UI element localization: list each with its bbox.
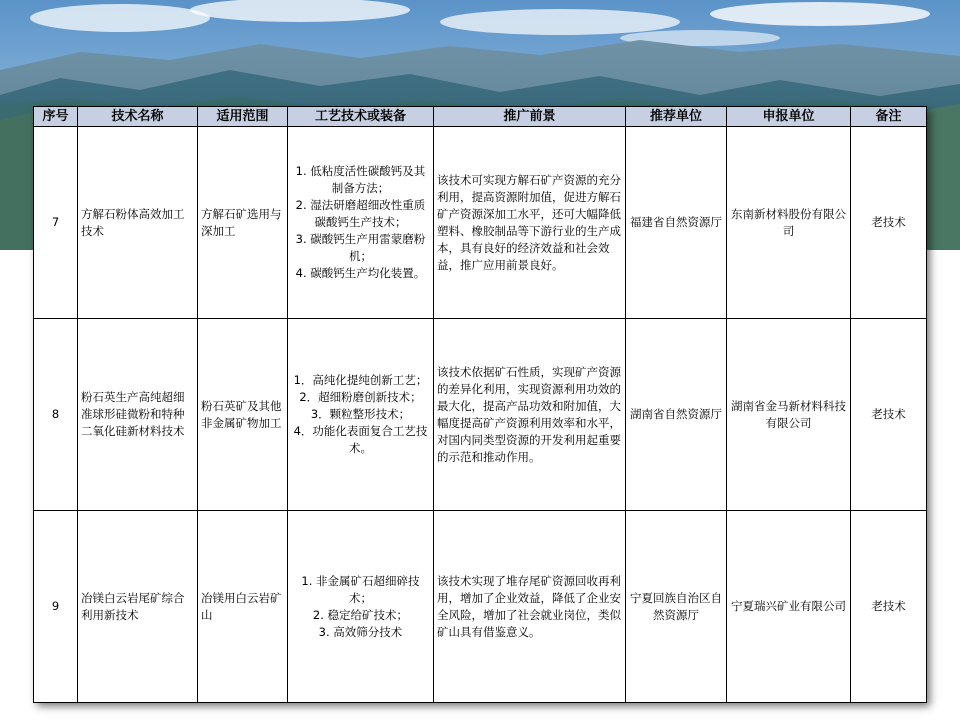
- cell-process: [288, 319, 434, 511]
- cell-recommender: 宁夏回族自治区自然资源厅: [626, 511, 727, 703]
- header-applicant: 申报单位: [727, 107, 851, 127]
- header-no: 序号: [34, 107, 78, 127]
- cell-process: [288, 511, 434, 703]
- cell-prospect: 该技术可实现方解石矿产资源的充分利用，提高资源附加值，促进方解石矿产资源深加工水平，还可大幅降低塑料、橡胶制品等下游行业的生产成本，具有良好的经济效益和社会效益，推广应用前景良好。: [434, 127, 626, 319]
- cell-applicant: 东南新材料股份有限公司: [727, 127, 851, 319]
- technology-table: [33, 106, 927, 703]
- cell-scope: 粉石英矿及其他非金属矿物加工: [198, 319, 288, 511]
- process-item: 2．超细粉磨创新技术；: [299, 390, 422, 404]
- cell-scope: 冶镁用白云岩矿山: [198, 511, 288, 703]
- process-item: 3. 高效筛分技术: [318, 624, 403, 639]
- process-item: 3. 碳酸钙生产用雷蒙磨粉机；: [295, 232, 426, 263]
- process-item: 4. 碳酸钙生产均化装置。: [295, 266, 426, 280]
- cell-remark: 老技术: [851, 511, 927, 703]
- cell-recommender: 湖南省自然资源厅: [626, 319, 727, 511]
- process-item: 3．颗粒整形技术；: [310, 407, 411, 421]
- process-item: 1．高纯化提纯创新工艺；: [293, 373, 428, 387]
- table-header-row: [34, 107, 927, 127]
- cell-applicant: 宁夏瑞兴矿业有限公司: [727, 511, 851, 703]
- cell-tech-name: 方解石粉体高效加工技术: [78, 127, 198, 319]
- process-item: 4．功能化表面复合工艺技术。: [293, 424, 428, 455]
- header-scope: 适用范围: [198, 107, 288, 127]
- table-row: [34, 319, 927, 511]
- header-remark: 备注: [851, 107, 927, 127]
- cell-no: 7: [34, 127, 78, 319]
- technology-table-container: [33, 106, 926, 702]
- cell-recommender: 福建省自然资源厅: [626, 127, 727, 319]
- table-row: [34, 511, 927, 703]
- process-item: 1. 非金属矿石超细碎技术；: [301, 573, 420, 605]
- cell-tech-name: 粉石英生产高纯超细准球形硅微粉和特种二氧化硅新材料技术: [78, 319, 198, 511]
- process-item: 2. 稳定给矿技术；: [312, 607, 409, 622]
- header-process: 工艺技术或装备: [288, 107, 434, 127]
- cell-no: 9: [34, 511, 78, 703]
- table-row: [34, 127, 927, 319]
- process-item: 2. 湿法研磨超细改性重质碳酸钙生产技术；: [295, 198, 426, 229]
- cell-tech-name: 冶镁白云岩尾矿综合利用新技术: [78, 511, 198, 703]
- cell-no: 8: [34, 319, 78, 511]
- cell-applicant: 湖南省金马新材料科技有限公司: [727, 319, 851, 511]
- process-item: 1. 低粘度活性碳酸钙及其制备方法；: [295, 164, 426, 195]
- cell-remark: 老技术: [851, 127, 927, 319]
- cell-process: [288, 127, 434, 319]
- header-tech-name: 技术名称: [78, 107, 198, 127]
- header-prospect: 推广前景: [434, 107, 626, 127]
- header-recommender: 推荐单位: [626, 107, 727, 127]
- cell-scope: 方解石矿选用与深加工: [198, 127, 288, 319]
- cell-remark: 老技术: [851, 319, 927, 511]
- cell-prospect: 该技术依据矿石性质，实现矿产资源的差异化利用，实现资源利用功效的最大化，提高产品功效和附加值，大幅度提高矿产资源利用效率和水平，对国内同类型资源的开发利用起重要的示范和推动作用。: [434, 319, 626, 511]
- cell-prospect: 该技术实现了堆存尾矿资源回收再利用，增加了企业效益，降低了企业安全风险，增加了社会就业岗位，类似矿山具有借鉴意义。: [434, 511, 626, 703]
